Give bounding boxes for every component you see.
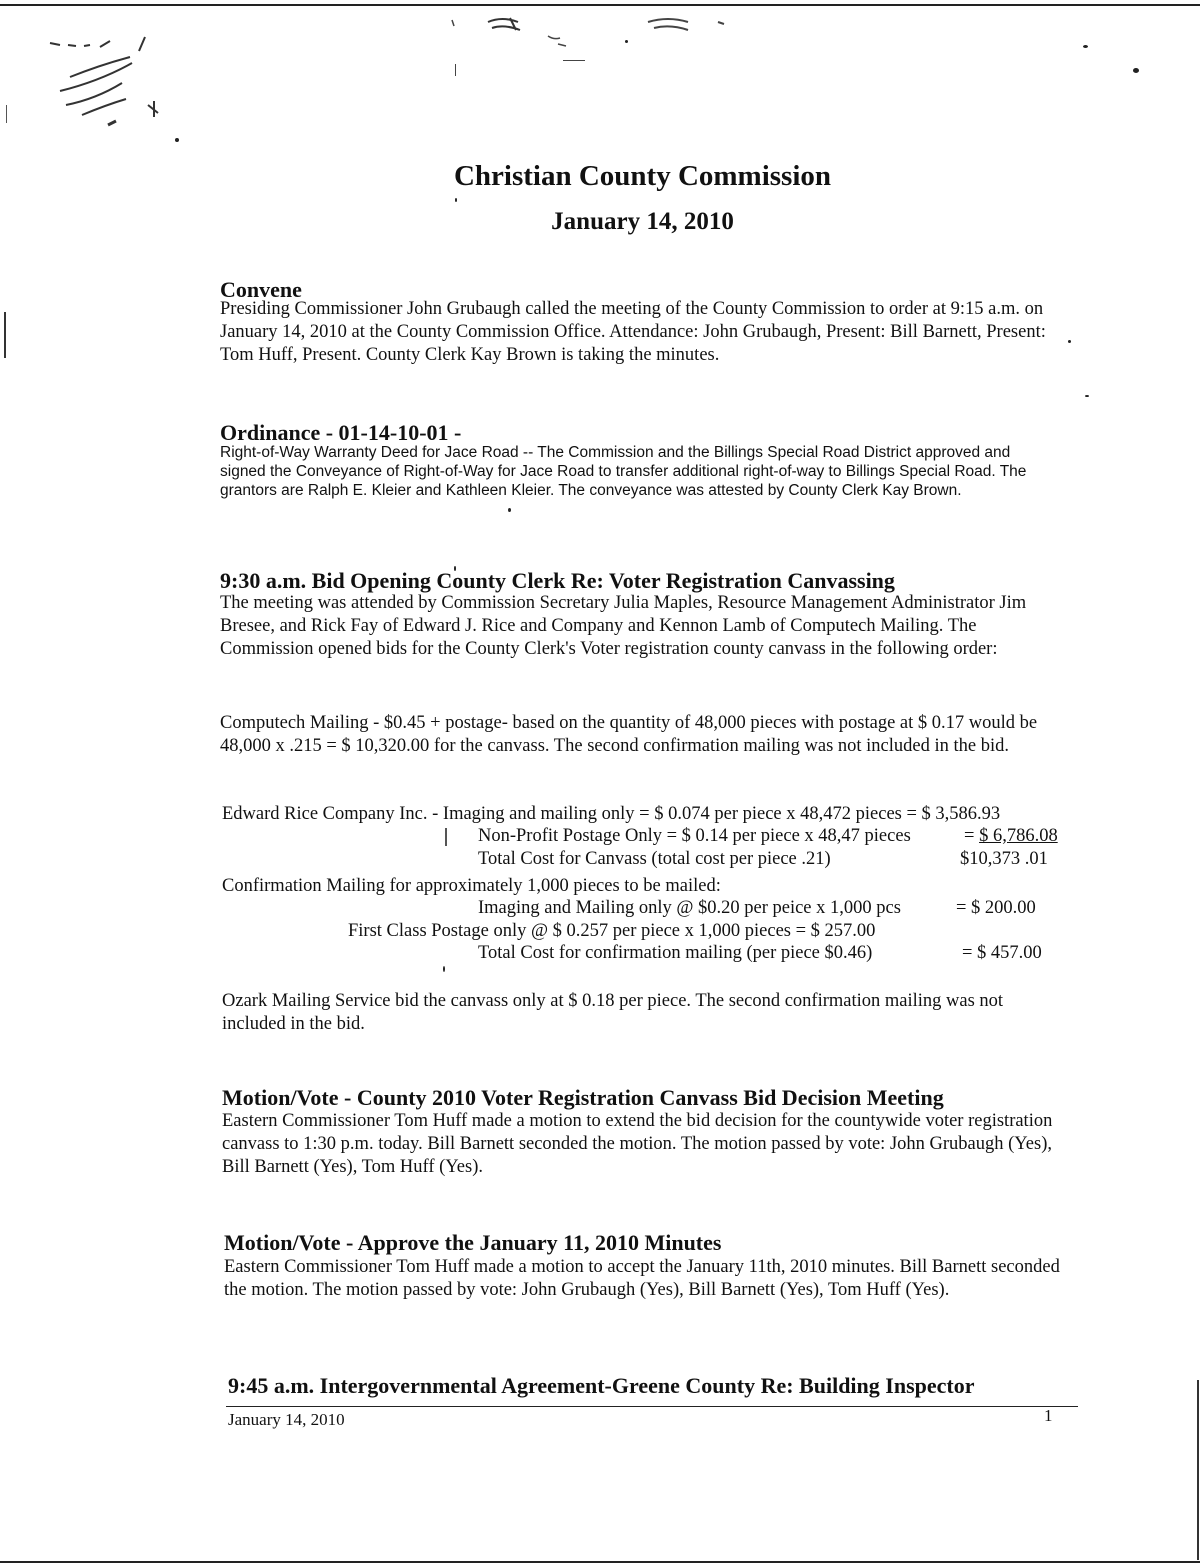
scan-dash <box>563 60 585 61</box>
confirmation-postage-line: First Class Postage only @ $ 0.257 per piece x 1,000 pieces = $ 257.00 <box>348 921 876 941</box>
bid-opening-heading: 9:30 a.m. Bid Opening County Clerk Re: Voter Registration Canvassing <box>220 568 895 593</box>
page-number: 1 <box>1044 1406 1053 1425</box>
confirmation-mailing-line: Confirmation Mailing for approximately 1,000 pieces to be mailed: <box>222 876 721 896</box>
scan-left-mark <box>4 312 6 358</box>
confirmation-imaging-line: Imaging and Mailing only @ $0.20 per peice x 1,000 pcs <box>478 898 901 918</box>
intergovernmental-heading: 9:45 a.m. Intergovernmental Agreement-Greene County Re: Building Inspector <box>228 1373 975 1398</box>
convene-heading: Convene <box>220 277 302 302</box>
ordinance-heading: Ordinance - 01-14-10-01 - <box>220 420 462 445</box>
scan-speck <box>175 138 179 142</box>
convene-text: Presiding Commissioner John Grubaugh called the meeting of the County Commission to order at 9:15 a.m. on January 14, 2010 at the County Commission Office. Attendance: John Grubaugh, Present: Bill Barnett, Present: Tom Huff, Present. County Clerk Kay Brown is taking the minutes. <box>220 299 1046 365</box>
footer-rule <box>226 1406 1078 1407</box>
scan-top-border <box>0 4 1200 6</box>
scan-speck <box>1085 395 1089 397</box>
rice-bid-line-2-value: $ 6,786.08 <box>979 826 1058 846</box>
scan-top-smudge <box>448 12 738 52</box>
motion-1-text: Eastern Commissioner Tom Huff made a motion to extend the bid decision for the countywide voter registration canvass to 1:30 p.m. today. Bill Barnett seconded the motion. The motion passed by vote: John Grubaugh (Yes), Bill Barnett (Yes), Tom Huff (Yes). <box>222 1111 1053 1177</box>
scan-vertical-tick <box>455 64 456 76</box>
ordinance-text: Right-of-Way Warranty Deed for Jace Road -- The Commission and the Billings Special Road District approved and signed the Conveyance of Right-of-Way for Jace Road to transfer additional right-of-way to Billings Special Road. The grantors are Ralph E. Kleier and Kathleen Kleier. The conveyance was attested by County Clerk Kay Brown. <box>220 444 1027 499</box>
motion-1-heading: Motion/Vote - County 2010 Voter Registration Canvass Bid Decision Meeting <box>222 1085 944 1110</box>
document-title: Christian County Commission <box>453 160 832 192</box>
computech-bid: Computech Mailing - $0.45 + postage- based on the quantity of 48,000 pieces with postage at $ 0.17 would be 48,000 x .215 = $ 10,320.00 for the canvass. The second confirmation mailing was not included in the bid. <box>220 713 1038 756</box>
scan-speck <box>443 966 445 972</box>
scan-speck <box>1133 68 1139 73</box>
rice-bid-line-3: Total Cost for Canvass (total cost per piece .21) <box>478 849 831 869</box>
rice-bid-line-3-amount: $10,373 .01 <box>960 849 1048 869</box>
confirmation-imaging-amount: = $ 200.00 <box>956 898 1036 918</box>
footer-date: January 14, 2010 <box>228 1410 345 1429</box>
rice-bid-line-1: Edward Rice Company Inc. - Imaging and mailing only = $ 0.074 per piece x 48,472 pieces = $ 3,586.93 <box>222 804 1001 824</box>
motion-2-text: Eastern Commissioner Tom Huff made a motion to accept the January 11th, 2010 minutes. Bill Barnett seconded the motion. The motion passed by vote: John Grubaugh (Yes), Bill Barnett (Yes), Tom Huff (Yes). <box>224 1257 1060 1300</box>
document-date: January 14, 2010 <box>551 208 734 235</box>
scan-scribble-artifact <box>30 25 190 135</box>
scan-speck <box>445 828 447 846</box>
bid-opening-intro: The meeting was attended by Commission Secretary Julia Maples, Resource Management Administrator Jim Bresee, and Rick Fay of Edward J. Rice and Company and Kennon Lamb of Computech Mailing. The Commission opened bids for the County Clerk's Voter registration county canvass in the following order: <box>220 593 1027 659</box>
scan-speck <box>1083 45 1088 48</box>
rice-bid-line-2-amount <box>964 826 1058 847</box>
scan-left-mark-2 <box>6 105 7 123</box>
scan-speck <box>455 198 457 202</box>
confirmation-total-line: Total Cost for confirmation mailing (per piece $0.46) <box>478 943 873 963</box>
rice-bid-line-2: Non-Profit Postage Only = $ 0.14 per piece x 48,47 pieces <box>478 826 911 846</box>
scan-speck <box>1068 340 1071 343</box>
scan-speck <box>508 508 511 512</box>
ozark-bid: Ozark Mailing Service bid the canvass only at $ 0.18 per piece. The second confirmation mailing was not included in the bid. <box>222 991 1004 1034</box>
scan-bottom-border <box>0 1561 1200 1563</box>
rice-bid-line-2-prefix: = <box>964 826 980 846</box>
scan-speck <box>625 40 628 43</box>
motion-2-heading: Motion/Vote - Approve the January 11, 2010 Minutes <box>224 1230 722 1255</box>
scan-right-mark <box>1197 1380 1199 1560</box>
confirmation-total-amount: = $ 457.00 <box>962 943 1042 963</box>
